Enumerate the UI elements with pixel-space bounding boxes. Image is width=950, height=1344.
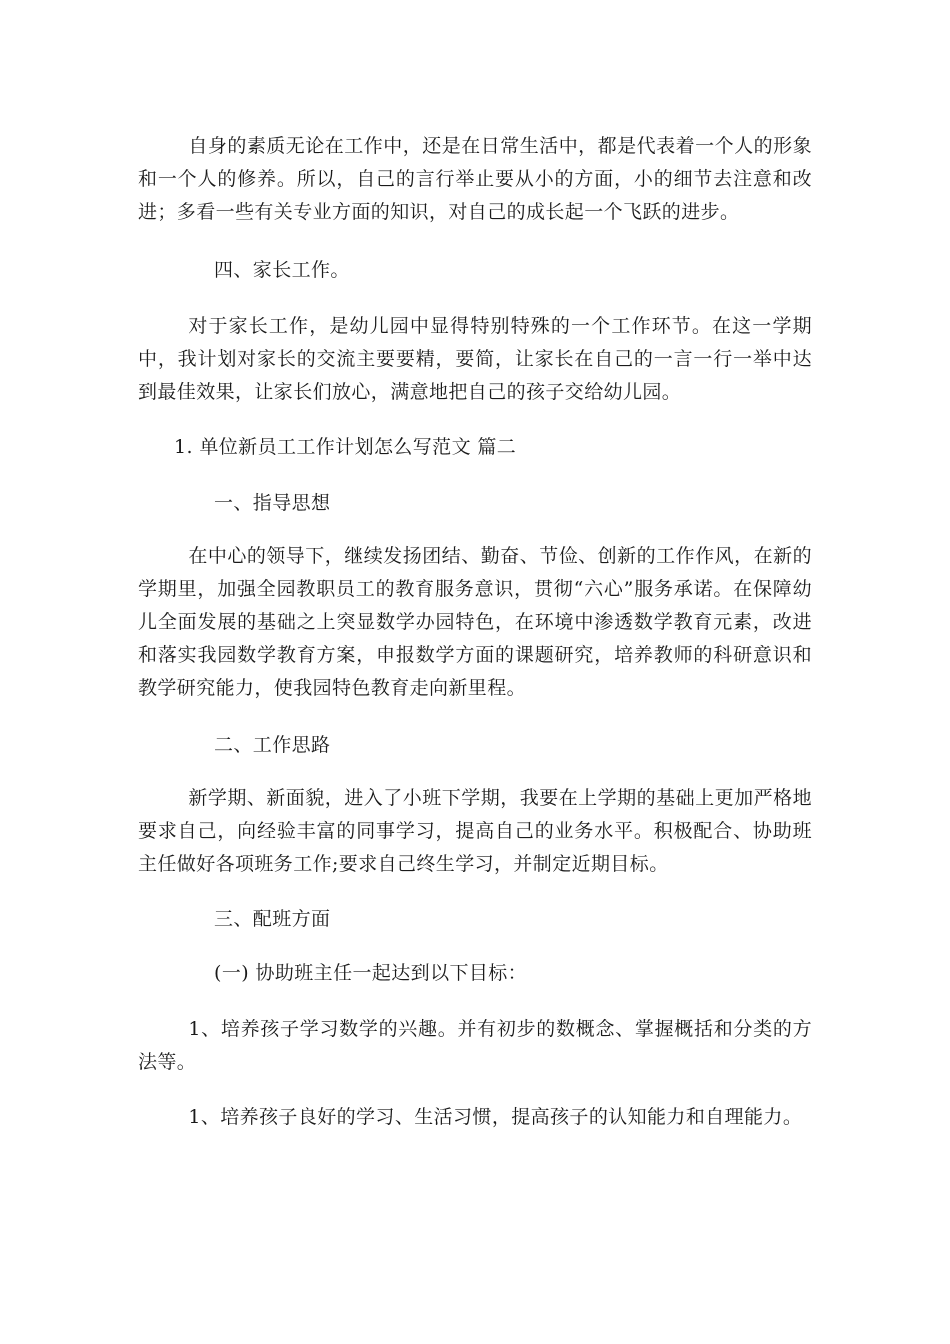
heading-guiding-thought: 一、指导思想: [214, 492, 331, 514]
paragraph-math-interest: 1、培养孩子学习数学的兴趣。并有初步的数概念、掌握概括和分类的方法等。: [138, 1018, 812, 1073]
paragraph-guiding-thought: 在中心的领导下，继续发扬团结、勤奋、节俭、创新的工作作风，在新的学期里，加强全园教职员工的教育服务意识，贯彻“六心”服务承诺。在保障幼儿全面发展的基础之上突显数学办园特色，在环境中渗透数学教育元素，改进和落实我园数学教育方案，申报数学方面的课题研究，培养教师的科研意识和教学研究能力，使我园特色教育走向新里程。: [138, 545, 812, 699]
document-page: [138, 0, 812, 1344]
paragraph-self-quality: 自身的素质无论在工作中，还是在日常生活中，都是代表着一个人的形象和一个人的修养。所以，自己的言行举止要从小的方面，小的细节去注意和改进；多看一些有关专业方面的知识，对自己的成长起一个飞跃的进步。: [138, 135, 812, 223]
heading-assist-class: 三、配班方面: [214, 908, 331, 930]
heading-work-approach: 二、工作思路: [214, 734, 331, 756]
paragraph-parent-work: 对于家长工作，是幼儿园中显得特别特殊的一个工作环节。在这一学期中，我计划对家长的交流主要要精，要简，让家长在自己的一言一行一举中达到最佳效果，让家长们放心，满意地把自己的孩子交给幼儿园。: [138, 315, 812, 403]
paragraph-work-approach: 新学期、新面貌，进入了小班下学期，我要在上学期的基础上更加严格地要求自己，向经验丰富的同事学习，提高自己的业务水平。积极配合、协助班主任做好各项班务工作;要求自己终生学习，并制定近期目标。: [138, 787, 812, 875]
section-title: 1. 单位新员工工作计划怎么写范文 篇二: [174, 436, 517, 458]
paragraph-good-habits: 1、培养孩子良好的学习、生活习惯，提高孩子的认知能力和自理能力。: [188, 1106, 803, 1128]
heading-assist-goals: (一) 协助班主任一起达到以下目标：: [214, 962, 528, 984]
heading-parent-work: 四、家长工作。: [214, 259, 350, 281]
